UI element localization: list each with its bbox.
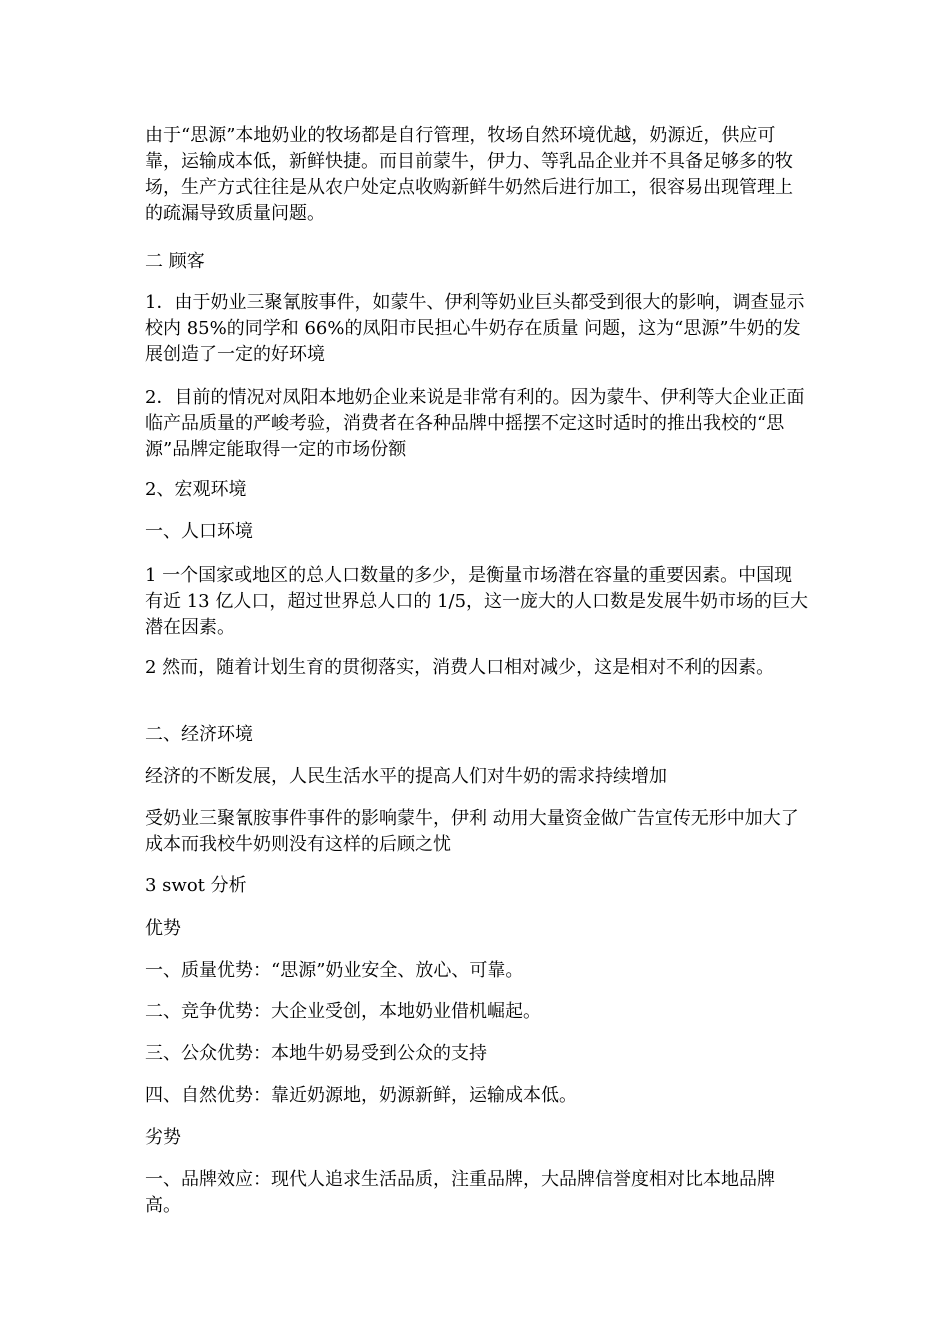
heading-swot: 3 swot 分析: [145, 875, 247, 896]
paragraph-economy-1: 经济的不断发展，人民生活水平的提高人们对牛奶的需求持续增加: [145, 766, 667, 787]
heading-population: 一、人口环境: [145, 521, 253, 542]
heading-strengths: 优势: [145, 918, 181, 939]
heading-macro-environment: 2、宏观环境: [145, 479, 247, 500]
weakness-brand: 一、品牌效应：现代人追求生活品质，注重品牌，大品牌信誉度相对比本地品牌高。: [145, 1169, 775, 1216]
paragraph-milk-source: 由于“思源”本地奶业的牧场都是自行管理，牧场自然环境优越，奶源近，供应可靠，运输成本低，新鲜快捷。而目前蒙牛，伊力、等乳品企业并不具备足够多的牧场，生产方式往往是从农户处定点收购新鲜牛奶然后进行加工，很容易出现管理上的疏漏导致质量问题。: [145, 125, 793, 224]
strength-quality: 一、质量优势：“思源”奶业安全、放心、可靠。: [145, 960, 524, 981]
heading-customers: 二 顾客: [145, 251, 205, 272]
paragraph-customer-1: 1．由于奶业三聚氰胺事件，如蒙牛、伊利等奶业巨头都受到很大的影响，调查显示校内 85%的同学和 66%的凤阳市民担心牛奶存在质量 问题，这为“思源”牛奶的发展创造了一定的好环境: [145, 292, 805, 365]
paragraph-population-1: 1 一个国家或地区的总人口数量的多少，是衡量市场潜在容量的重要因素。中国现有近 13 亿人口，超过世界总人口的 1/5，这一庞大的人口数是发展牛奶市场的巨大潜在因素。: [145, 565, 809, 638]
paragraph-customer-2: 2．目前的情况对凤阳本地奶企业来说是非常有利的。因为蒙牛、伊利等大企业正面临产品质量的严峻考验，消费者在各种品牌中摇摆不定这时适时的推出我校的“思源”品牌定能取得一定的市场份额: [145, 387, 805, 460]
paragraph-economy-2: 受奶业三聚氰胺事件事件的影响蒙牛，伊利 动用大量资金做广告宣传无形中加大了成本而我校牛奶则没有这样的后顾之忧: [145, 808, 799, 855]
heading-economy: 二、经济环境: [145, 724, 253, 745]
strength-nature: 四、自然优势：靠近奶源地，奶源新鲜，运输成本低。: [145, 1085, 577, 1106]
strength-competition: 二、竞争优势：大企业受创，本地奶业借机崛起。: [145, 1001, 541, 1022]
heading-weaknesses: 劣势: [145, 1127, 181, 1148]
strength-public: 三、公众优势：本地牛奶易受到公众的支持: [145, 1043, 487, 1064]
paragraph-population-2: 2 然而，随着计划生育的贯彻落实，消费人口相对减少，这是相对不利的因素。: [145, 657, 775, 678]
